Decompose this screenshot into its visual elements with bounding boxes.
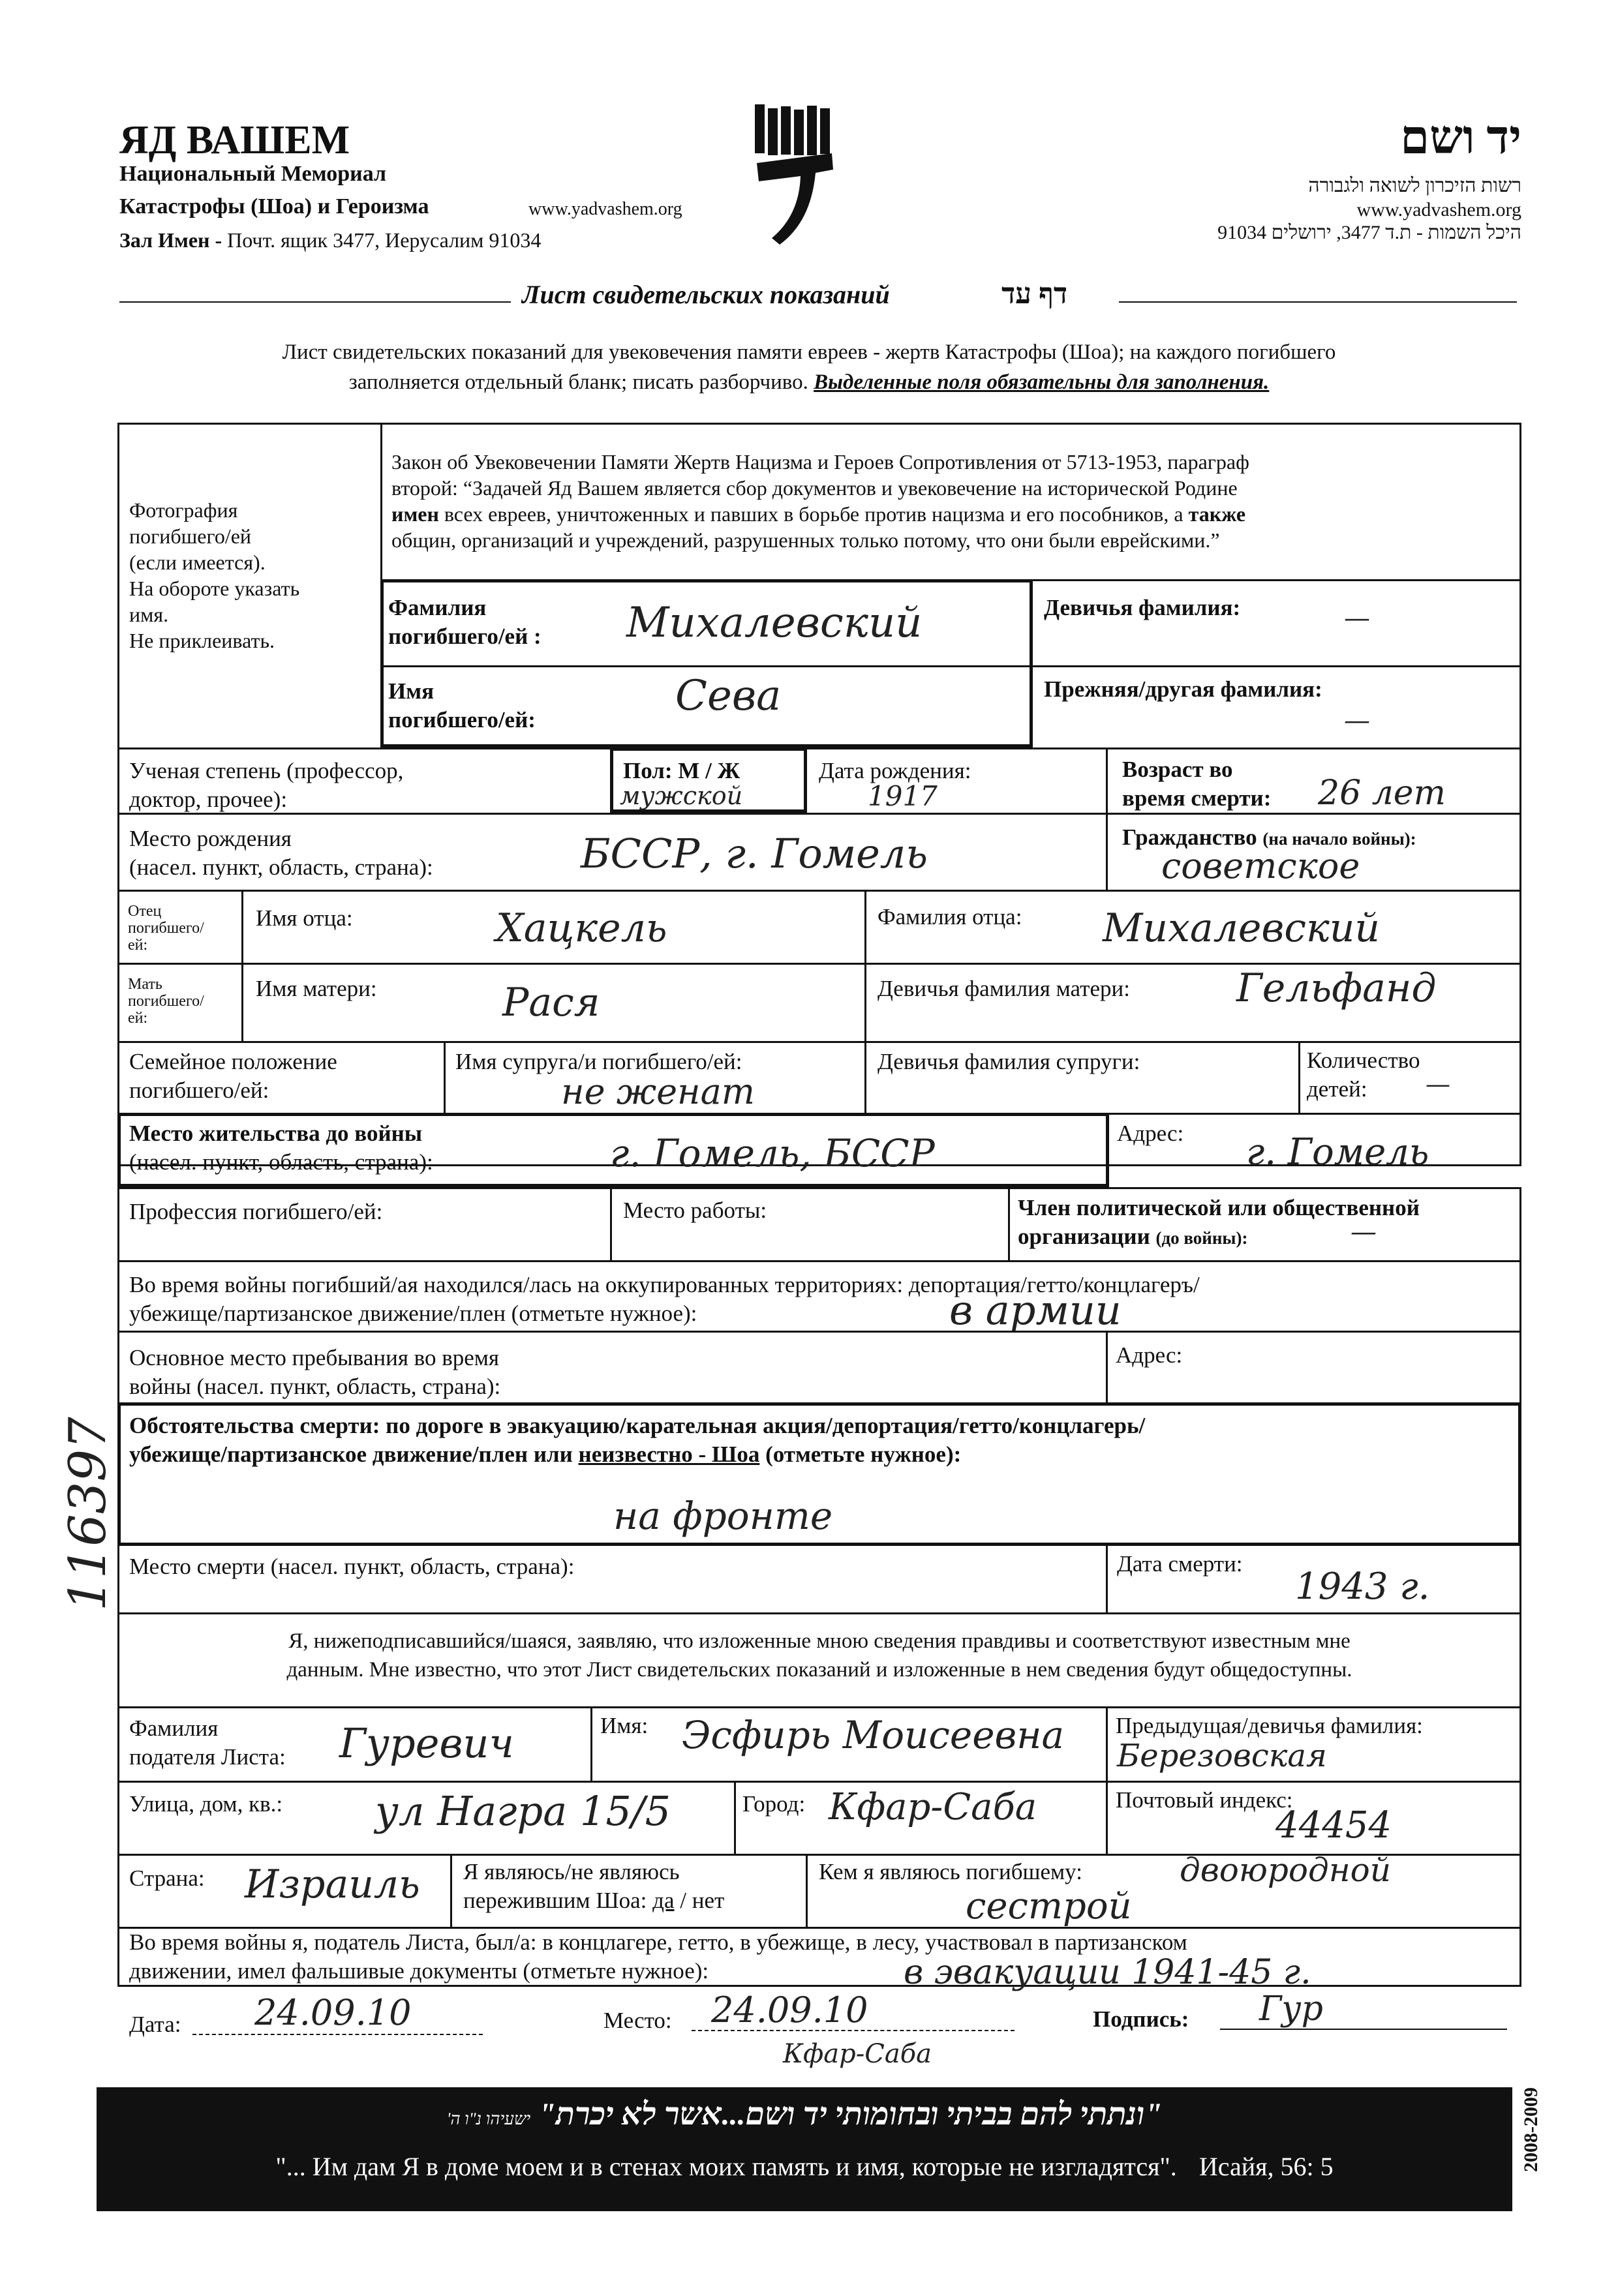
date-value[interactable]: 24.09.10 — [254, 1992, 412, 2033]
intro-line-2: заполняется отдельный бланк; писать разборчиво. Выделенные поля обязательны для заполнения. — [348, 370, 1270, 394]
law-text: Закон об Увековечении Памяти Жертв Нацизма и Героев Сопротивления от 5713-1953, параграф второй: “Задачей Яд Вашем является сбор документов и увековечение на исторической Родине имен всех евреев, уничтоженных и павших в борьбе против нацизма и его пособников, а также общин, организаций и учреждений, разрушенных только потому, что они были еврейскими.” — [391, 450, 1249, 552]
father-surname-label: Фамилия отца: — [878, 904, 1022, 929]
org-title-ru: ЯД ВАШЕМ — [119, 118, 350, 162]
other-surname-label: Прежняя/другая фамилия: — [1044, 676, 1322, 702]
children-label: Количество детей: — [1307, 1048, 1420, 1102]
sub-street-value[interactable]: ул Награ 15/5 — [375, 1787, 671, 1835]
maiden-value[interactable]: — — [1344, 603, 1370, 633]
org-he-line-1: רשות הזיכרון לשואה ולגבורה — [1308, 175, 1521, 196]
member-value[interactable]: — — [1351, 1217, 1377, 1247]
war-location-label: Во время войны погибший/ая находился/лась на оккупированных территориях: депортация/гетто/концлагеръ/ убежище/партизанское движение/плен (отметьте нужное): — [129, 1272, 1200, 1326]
sub-country-label: Страна: — [129, 1865, 205, 1891]
death-circ-label: Обстоятельства смерти: по дороге в эвакуацию/карательная акция/депортация/гетто/концлагерь/ убежище/партизанское движение/плен или неизвестно - Шоа (отметьте нужное): — [129, 1413, 1146, 1467]
mother-side-label: Мать погибшего/ ей: — [128, 976, 204, 1027]
name-label: Имя погибшего/ей: — [388, 678, 536, 733]
footer-year: 2008-2009 — [1520, 2087, 1542, 2172]
spouse-name-label: Имя супруга/и погибшего/ей: — [455, 1049, 742, 1074]
declaration: Я, нижеподписавшийся/шаяся, заявляю, что изложенные мною сведения правдивы и соответствуют известным мне данным. Мне известно, что этот Лист свидетельских показаний и изложенные в нем сведения будут общедоступны. — [286, 1629, 1352, 1682]
intro-line-1: Лист свидетельских показаний для увековечения памяти евреев - жертв Катастрофы (Шоа); на каждого погибшего — [282, 340, 1336, 364]
citizenship-value[interactable]: советское — [1161, 845, 1360, 886]
title-rule-left — [119, 301, 511, 303]
sub-street-label: Улица, дом, кв.: — [129, 1791, 283, 1817]
org-line-1: Национальный Мемориал — [119, 162, 387, 186]
sub-relation-value-2[interactable]: сестрой — [966, 1885, 1132, 1927]
org-he-web: www.yadvashem.org — [1356, 199, 1521, 220]
place-label: Место: — [603, 2008, 672, 2033]
yad-vashem-logo — [754, 104, 838, 254]
sub-prev-label: Предыдущая/девичья фамилия: — [1116, 1713, 1423, 1738]
age-label: Возраст во время смерти: — [1122, 757, 1272, 811]
war-location-value[interactable]: в армии — [949, 1286, 1122, 1334]
footer-hebrew: "ונתתי להם בביתי ובחומותי יד ושם...אשר לא יכרת" ישעיהו נ"ו ה' — [446, 2097, 1163, 2132]
spouse-maiden-label: Девичья фамилия супруги: — [878, 1049, 1140, 1074]
footer-banner — [97, 2087, 1512, 2211]
sub-relation-value-1[interactable]: двоюродной — [1180, 1851, 1391, 1889]
mother-maiden-value[interactable]: Гельфанд — [1236, 965, 1437, 1011]
father-side-label: Отец погибшего/ ей: — [128, 903, 204, 954]
signature-label: Подпись: — [1093, 2006, 1189, 2032]
org-he-line-3: היכל השמות - ת.ד 3477, ירושלים 91034 — [1217, 222, 1521, 243]
sub-city-label: Город: — [742, 1791, 806, 1817]
margin-archive-number: 116397 — [59, 1417, 117, 1611]
place-value-2[interactable]: Кфар-Саба — [783, 2039, 932, 2069]
title-rule-right — [1119, 301, 1517, 303]
member-label: Член политической или общественной организации (до войны): — [1018, 1195, 1420, 1249]
sub-name-value[interactable]: Эсфирь Моисеевна — [682, 1713, 1065, 1757]
address-value[interactable]: г. Гомель — [1246, 1131, 1429, 1173]
citizenship-label: Гражданство (на начало войны): — [1122, 824, 1416, 850]
surname-value[interactable]: Михалевский — [626, 599, 923, 647]
org-title-he: יד ושם — [1400, 112, 1521, 164]
children-value[interactable]: — — [1426, 1070, 1450, 1098]
mother-name-label: Имя матери: — [256, 976, 377, 1001]
org-address: Зал Имен - Почт. ящик 3477, Иерусалим 91034 — [119, 228, 542, 252]
sub-zip-label: Почтовый индекс: — [1116, 1787, 1293, 1813]
address-label: Адрес: — [1117, 1121, 1184, 1146]
residence-label: Место жительства до войны (насел. пункт, область, страна): — [129, 1121, 433, 1175]
birth-date-value[interactable]: 1917 — [868, 780, 938, 812]
profession-label: Профессия погибшего/ей: — [129, 1199, 383, 1224]
org-line-2: Катастрофы (Шоа) и Героизма — [119, 194, 429, 219]
sub-surname-value[interactable]: Гуревич — [339, 1719, 514, 1767]
sub-war-value[interactable]: в эвакуации 1941-45 г. — [904, 1953, 1311, 1992]
death-circ-value[interactable]: на фронте — [613, 1494, 833, 1538]
signature-value[interactable]: Гур — [1259, 1989, 1323, 2029]
sheet-title-he: דף עד — [1001, 278, 1068, 310]
birth-place-value[interactable]: БССР, г. Гомель — [581, 830, 928, 877]
death-date-label: Дата смерти: — [1117, 1551, 1243, 1577]
other-surname-value[interactable]: — — [1344, 706, 1370, 736]
workplace-label: Место работы: — [623, 1198, 767, 1223]
residence-value[interactable]: г. Гомель, БССР — [610, 1131, 935, 1175]
sub-war-label: Во время войны я, податель Листа, был/а: в концлагере, гетто, в убежище, в лесу, участвовал в партизанском движении, имел фальшивые документы (отметьте нужное): — [129, 1929, 1187, 1984]
birth-date-label: Дата рождения: — [819, 758, 971, 783]
sub-prev-value[interactable]: Березовская — [1117, 1738, 1327, 1774]
father-surname-value[interactable]: Михалевский — [1103, 905, 1381, 951]
sub-city-value[interactable]: Кфар-Саба — [829, 1786, 1037, 1828]
war-stay-label: Основное место пребывания во время войны (насел. пункт, область, страна): — [129, 1345, 501, 1399]
marital-label: Семейное положение погибшего/ей: — [129, 1049, 337, 1103]
place-value[interactable]: 24.09.10 — [711, 1989, 868, 2031]
mother-maiden-label: Девичья фамилия матери: — [878, 976, 1130, 1001]
sex-value[interactable]: мужской — [620, 781, 743, 810]
sheet-title: Лист свидетельских показаний — [522, 280, 890, 309]
death-date-value[interactable]: 1943 г. — [1295, 1565, 1430, 1608]
age-value[interactable]: 26 лет — [1318, 774, 1446, 813]
sub-name-label: Имя: — [600, 1713, 649, 1738]
sub-survivor-label: Я являюсь/не являюсь пережившим Шоа: да / нет — [463, 1859, 725, 1913]
maiden-label: Девичья фамилия: — [1044, 595, 1241, 620]
death-place-label: Место смерти (насел. пункт, область, страна): — [129, 1554, 575, 1579]
name-value[interactable]: Сева — [675, 672, 782, 720]
sub-relation-label: Кем я являюсь погибшему: — [819, 1859, 1082, 1884]
sub-surname-label: Фамилия подателя Листа: — [129, 1715, 286, 1770]
surname-label: Фамилия погибшего/ей : — [388, 595, 542, 649]
footer-russian: "... Им дам Я в доме моем и в стенах моих память и имя, которые не изгладятся". Исайя, 56: 5 — [275, 2152, 1334, 2181]
war-address-label: Адрес: — [1116, 1342, 1183, 1368]
birth-place-label: Место рождения (насел. пункт, область, страна): — [129, 826, 433, 880]
mother-name-value[interactable]: Рася — [502, 980, 600, 1025]
spouse-name-value[interactable]: не женат — [561, 1071, 755, 1112]
sub-zip-value[interactable]: 44454 — [1275, 1804, 1392, 1847]
photo-note: Фотография погибшего/ей (если имеется). На обороте указать имя. Не приклеивать. — [129, 498, 300, 652]
sex-label: Пол: М / Ж — [623, 758, 740, 783]
org-website: www.yadvashem.org — [528, 199, 682, 219]
father-name-label: Имя отца: — [256, 905, 353, 931]
father-name-value[interactable]: Хацкель — [496, 905, 667, 951]
date-label: Дата: — [129, 2012, 181, 2037]
sub-country-value[interactable]: Израиль — [245, 1862, 420, 1907]
degree-label: Ученая степень (профессор, доктор, прочее): — [129, 758, 404, 812]
